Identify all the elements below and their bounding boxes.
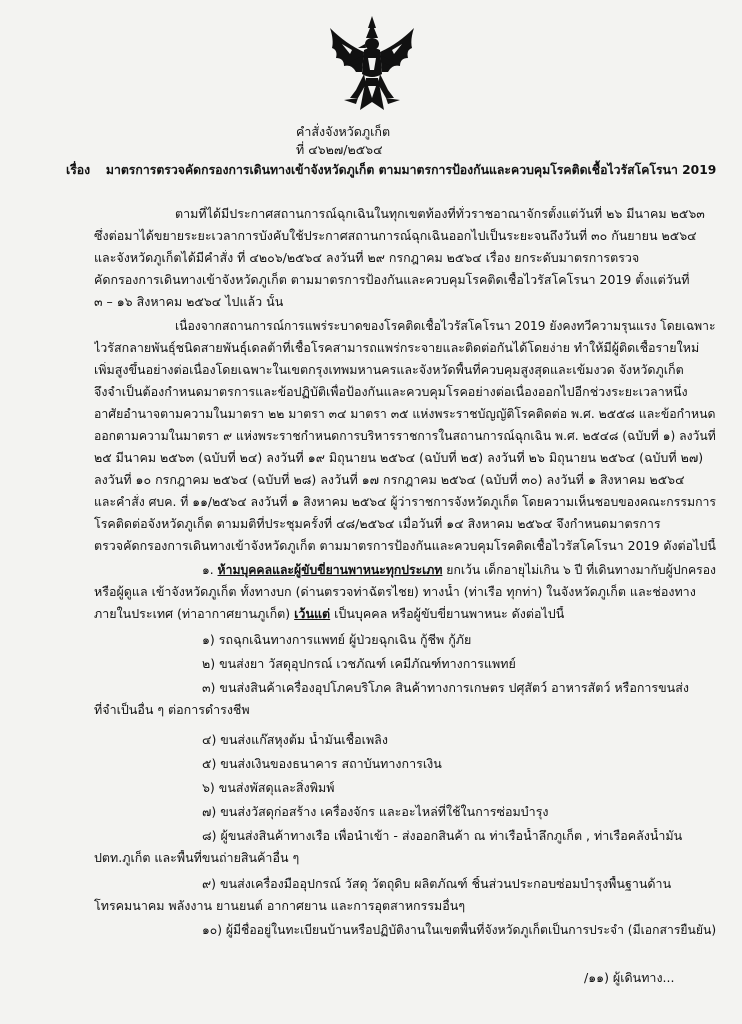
item1-line3-a: ภายในประเทศ (ท่าอากาศยานภูเก็ต) [94,606,291,621]
subject-label: เรื่อง [66,162,91,177]
item1-heading-rest: ยกเว้น เด็กอายุไม่เกิน ๖ ปี ที่เดินทางมากับผู้ปกครอง [446,562,716,577]
para2-line: ไวรัสกลายพันธุ์ชนิดสายพันธุ์เดลต้าที่เชื้อโรคสามารถแพร่กระจายและติดต่อกันได้โดยง่าย ทำให้มีผู้ติดเชื้อรายใหม่ [94,340,700,355]
item1-line3-c: เป็นบุคคล หรือผู้ขับขี่ยานพาหนะ ดังต่อไปนี้ [334,606,565,621]
sub-item: ๒) ขนส่งยา วัสดุอุปกรณ์ เวชภัณฑ์ เคมีภัณฑ์ทางการแพทย์ [202,656,516,671]
para2-line: จึงจำเป็นต้องกำหนดมาตรการและข้อปฏิบัติเพื่อป้องกันและควบคุมโรคอย่างต่อเนื่องออกไปอีกช่วงระยะเวลาหนึ่ง [94,384,688,399]
sub-item: ๔) ขนส่งแก๊สหุงต้ม น้ำมันเชื้อเพลิง [202,732,388,747]
garuda-emblem-icon [322,14,422,116]
sub-item: ๑๐) ผู้มีชื่ออยู่ในทะเบียนบ้านหรือปฏิบัติงานในเขตพื้นที่จังหวัดภูเก็ตเป็นการประจำ (มีเอกสารยืนยัน) [202,922,717,937]
para2-line: เพิ่มสูงขึ้นอย่างต่อเนื่องโดยเฉพาะในเขตกรุงเทพมหานครและจังหวัดพื้นที่ควบคุมสูงสุดและเข้มงวด จังหวัดภูเก็ต [94,362,684,377]
sub-item: ๘) ผู้ขนส่งสินค้าทางเรือ เพื่อนำเข้า - ส่งออกสินค้า ณ ท่าเรือน้ำลึกภูเก็ต , ท่าเรือคลังน้ำมัน [202,828,683,843]
sub-item: ๙) ขนส่งเครื่องมืออุปกรณ์ วัสดุ วัตถุดิบ ผลิตภัณฑ์ ชิ้นส่วนประกอบซ่อมบำรุงพื้นฐานด้าน [202,876,672,891]
para2-line: ตรวจคัดกรองการเดินทางเข้าจังหวัดภูเก็ต ตามมาตรการป้องกันและควบคุมโรคติดเชื้อไวรัสโคโรนา 2019 ดังต่อไปนี้ [94,538,716,553]
sub-item-continuation: ปตท.ภูเก็ต และพื้นที่ขนถ่ายสินค้าอื่น ๆ [94,850,300,865]
para2-line: ออกตามความในมาตรา ๙ แห่งพระราชกำหนดการบริหารราชการในสถานการณ์ฉุกเฉิน พ.ศ. ๒๕๔๘ (ฉบับที่ ๑) ลงวันที่ [94,428,716,443]
subject-text: มาตรการตรวจคัดกรองการเดินทางเข้าจังหวัดภูเก็ต ตามมาตรการป้องกันและควบคุมโรคติดเชื้อไวรัสโคโรนา 2019 [105,162,717,177]
sub-item: ๕) ขนส่งเงินของธนาคาร สถาบันทางการเงิน [202,756,442,771]
sub-item: ๗) ขนส่งวัสดุก่อสร้าง เครื่องจักร และอะไหล่ที่ใช้ในการซ่อมบำรุง [202,804,549,819]
item1-line: หรือผู้ดูแล เข้าจังหวัดภูเก็ต ทั้งทางบก (ด่านตรวจท่าฉัตรไชย) ทางน้ำ (ท่าเรือ ทุกท่า) ในจังหวัดภูเก็ต และช่องทาง [94,584,696,599]
item1-heading-line [202,562,716,578]
page-continuation: /๑๑) ผู้เดินทาง... [584,970,675,985]
item1-number: ๑. [202,562,214,577]
item1-exception: เว้นแต่ [294,606,331,621]
sub-item-continuation: ที่จำเป็นอื่น ๆ ต่อการดำรงชีพ [94,702,250,717]
sub-item: ๓) ขนส่งสินค้าเครื่องอุปโภคบริโภค สินค้าทางการเกษตร ปศุสัตว์ อาหารสัตว์ หรือการขนส่ง [202,680,689,695]
para1-line: ตามที่ได้มีประกาศสถานการณ์ฉุกเฉินในทุกเขตท้องที่ทั่วราชอาณาจักรตั้งแต่วันที่ ๒๖ มีนาคม ๒๕๖๓ [175,206,705,221]
order-number: ที่ ๔๖๒๗/๒๕๖๔ [296,142,383,157]
para2-line: อาศัยอำนาจตามความในมาตรา ๒๒ มาตรา ๓๔ มาตรา ๓๕ แห่งพระราชบัญญัติโรคติดต่อ พ.ศ. ๒๕๕๘ และข้อกำหนด [94,406,716,421]
sub-item: ๑) รถฉุกเฉินทางการแพทย์ ผู้ป่วยฉุกเฉิน กู้ชีพ กู้ภัย [202,632,472,647]
item1-line [94,606,564,622]
para2-line: เนื่องจากสถานการณ์การแพร่ระบาดของโรคติดเชื้อไวรัสโคโรนา 2019 ยังคงทวีความรุนแรง โดยเฉพาะ [175,318,716,333]
para1-line: คัดกรองการเดินทางเข้าจังหวัดภูเก็ต ตามมาตรการป้องกันและควบคุมโรคติดเชื้อไวรัสโคโรนา 2019 ตั้งแต่วันที่ [94,272,690,287]
para1-line: และจังหวัดภูเก็ตได้มีคำสั่ง ที่ ๔๒๐๖/๒๕๖๔ ลงวันที่ ๒๙ กรกฎาคม ๒๕๖๔ เรื่อง ยกระดับมาตรการตรวจ [94,250,640,265]
order-title: คำสั่งจังหวัดภูเก็ต [296,124,391,139]
para2-line: โรคติดต่อจังหวัดภูเก็ต ตามมติที่ประชุมครั้งที่ ๔๘/๒๕๖๔ เมื่อวันที่ ๑๔ สิงหาคม ๒๕๖๔ จึงกำหนดมาตรการ [94,516,661,531]
para1-line: ๓ – ๑๖ สิงหาคม ๒๕๖๔ ไปแล้ว นั้น [94,294,284,309]
para2-line: ลงวันที่ ๑๐ กรกฎาคม ๒๕๖๔ (ฉบับที่ ๒๘) ลงวันที่ ๑๗ กรกฎาคม ๒๕๖๔ (ฉบับที่ ๓๐) ลงวันที่ ๑ สิงหาคม ๒๕๖๔ [94,472,685,487]
para1-line: ซึ่งต่อมาได้ขยายระยะเวลาการบังคับใช้ประกาศสถานการณ์ฉุกเฉินออกไปเป็นระยะจนถึงวันที่ ๓๐ กันยายน ๒๕๖๔ [94,228,697,243]
para2-line: ๒๕ มีนาคม ๒๕๖๓ (ฉบับที่ ๒๔) ลงวันที่ ๑๙ มิถุนายน ๒๕๖๔ (ฉบับที่ ๒๕) ลงวันที่ ๒๖ มิถุนายน ๒๕๖๔ (ฉบับที่ ๒๗) [94,450,704,465]
sub-item-continuation: โทรคมนาคม พลังงาน ยานยนต์ อากาศยาน และการอุตสาหกรรมอื่นๆ [94,898,466,913]
item1-heading: ห้ามบุคคลและผู้ขับขี่ยานพาหนะทุกประเภท [217,562,443,577]
sub-item: ๖) ขนส่งพัสดุและสิ่งพิมพ์ [202,780,335,795]
para2-line: และคำสั่ง ศบค. ที่ ๑๑/๒๕๖๔ ลงวันที่ ๑ สิงหาคม ๒๕๖๔ ผู้ว่าราชการจังหวัดภูเก็ต โดยความเห็นชอบของคณะกรรมการ [94,494,717,509]
subject-line [66,162,716,178]
